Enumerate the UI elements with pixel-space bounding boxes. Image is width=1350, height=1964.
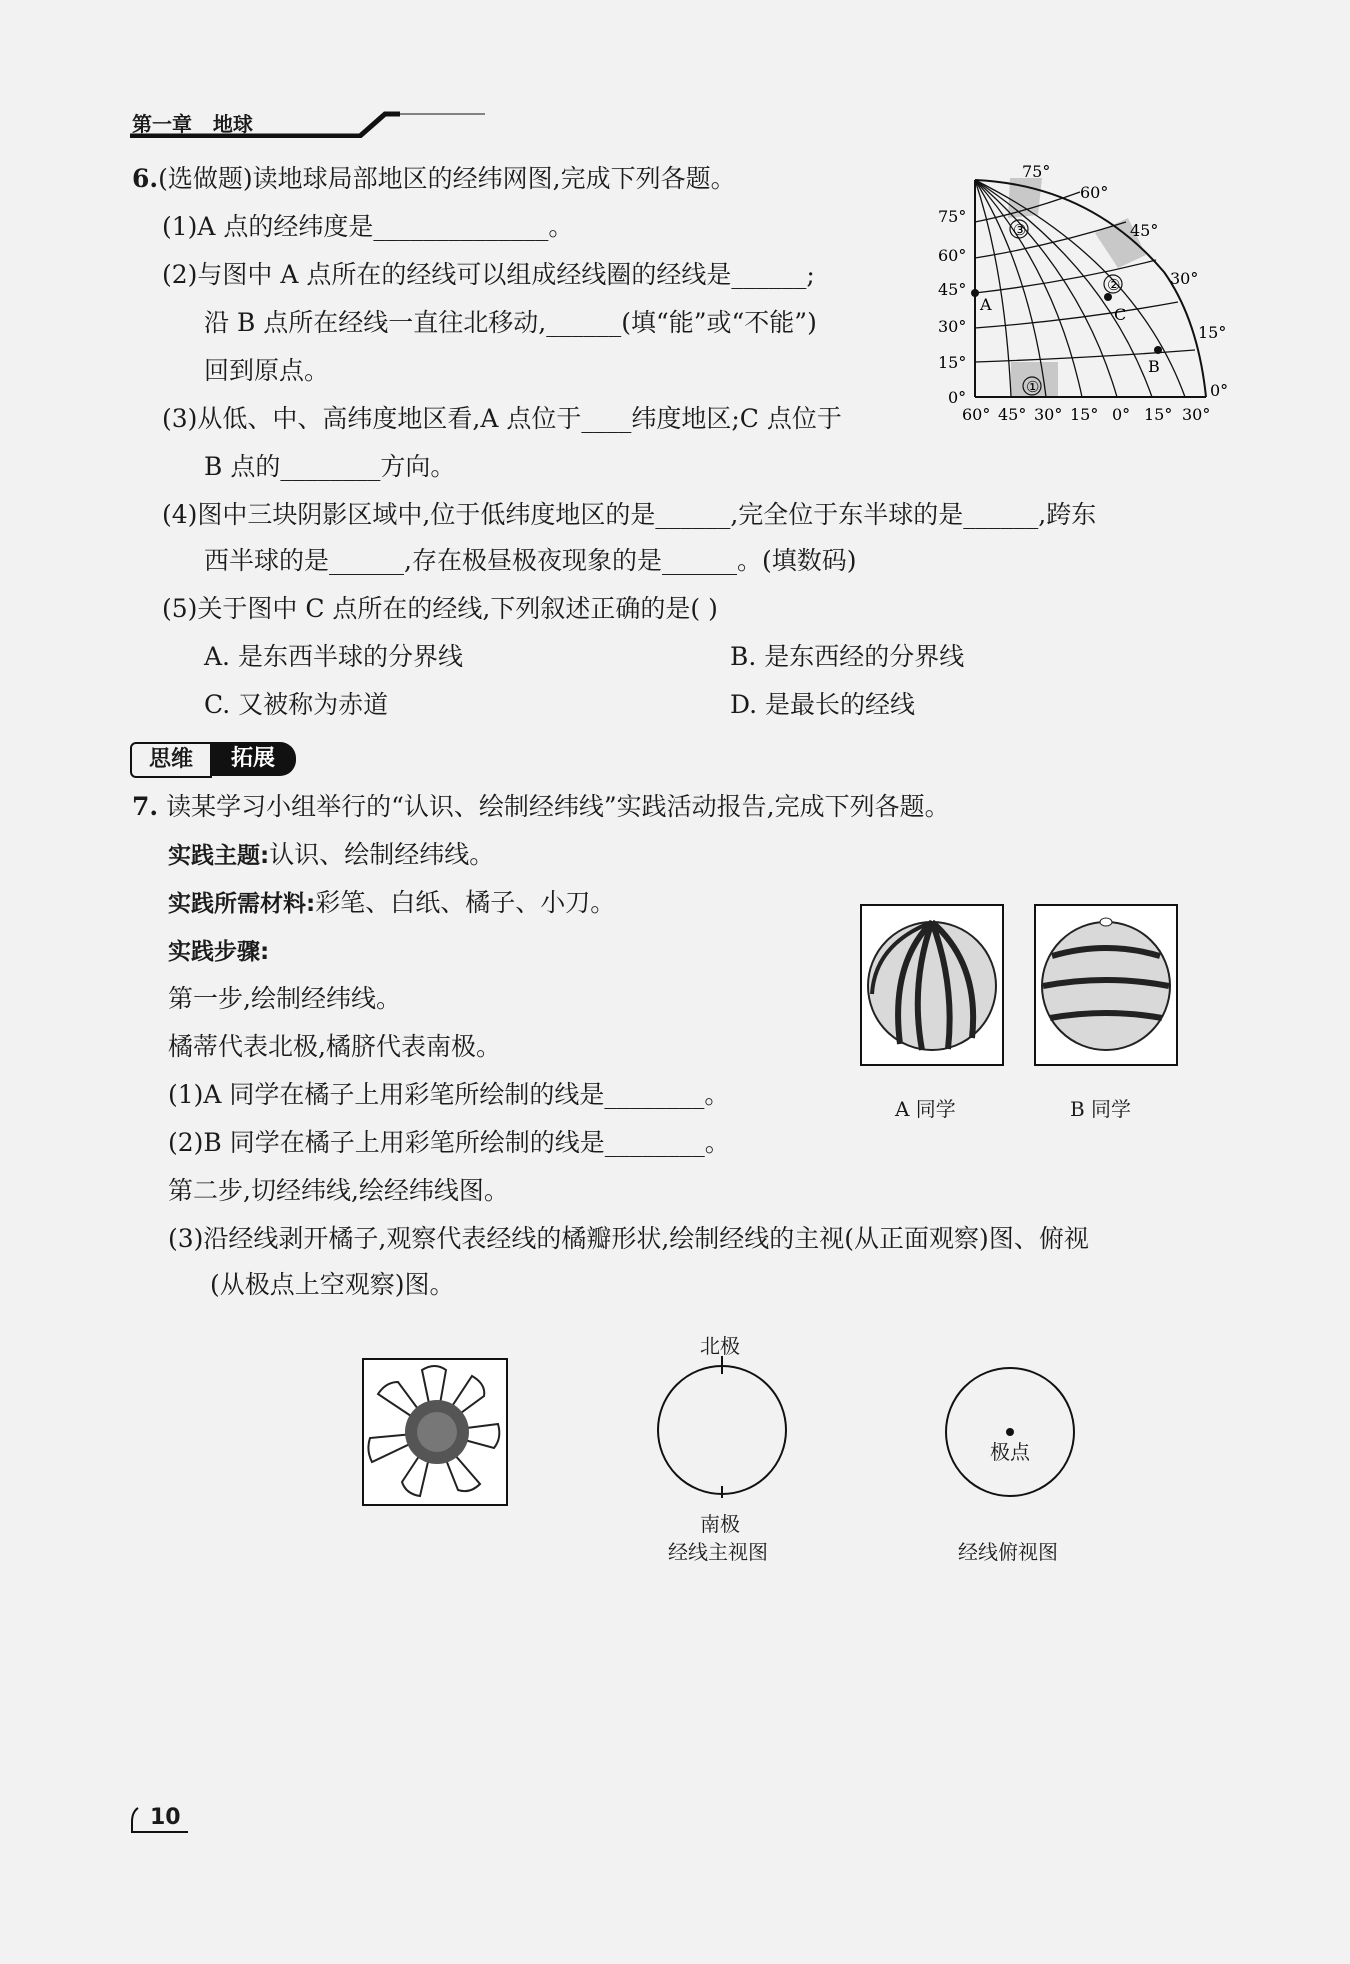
q6-stem: [132, 164, 736, 194]
option-c: C. 又被称为赤道: [204, 690, 389, 719]
lon-label-30e: 30°: [1182, 405, 1211, 424]
pole-point-label: 极点: [990, 1440, 1030, 1464]
top-view-caption: 经线俯视图: [958, 1540, 1058, 1564]
option-b: B. 是东西经的分界线: [730, 642, 965, 671]
arc-label-45: 45°: [1130, 221, 1159, 240]
arc-label-75: 75°: [1022, 162, 1051, 181]
option-d: D. 是最长的经线: [730, 690, 916, 719]
region-2-label: ②: [1107, 276, 1121, 294]
q6-part3-cont: B 点的________方向。: [204, 452, 456, 481]
caption-student-a: A 同学: [895, 1097, 956, 1121]
q6-number: 6.: [132, 164, 159, 193]
pole-dot: [1006, 1428, 1014, 1436]
steps-label: 实践步骤:: [168, 939, 270, 965]
q7-part1: (1)A 同学在橘子上用彩笔所绘制的线是________。: [168, 1080, 730, 1109]
south-pole-label: 南极: [700, 1512, 740, 1536]
q7-theme: [168, 840, 494, 871]
point-b-label: B: [1148, 357, 1160, 376]
lat-label-75: 75°: [938, 207, 967, 226]
orange-a-image: [860, 904, 1004, 1066]
point-a-marker: [971, 289, 979, 297]
q7-step1: 第一步,绘制经纬线。: [168, 984, 401, 1013]
q7-steps-label: [168, 936, 269, 967]
q6-stem-text: (选做题)读地球局部地区的经纬网图,完成下列各题。: [158, 164, 736, 193]
q7-stem-text: 读某学习小组举行的“认识、绘制经纬线”实践活动报告,完成下列各题。: [166, 792, 950, 821]
arc-label-0: 0°: [1210, 381, 1229, 400]
front-view-diagram: [652, 1352, 792, 1500]
q6-part3: (3)从低、中、高纬度地区看,A 点位于____纬度地区;C 点位于: [162, 404, 842, 433]
region-1-label: ①: [1026, 378, 1040, 396]
lat-label-30: 30°: [938, 317, 967, 336]
materials-label: 实践所需材料:: [168, 891, 316, 917]
lon-label-30: 30°: [1034, 405, 1063, 424]
arc-label-60: 60°: [1080, 183, 1109, 202]
lat-label-60: 60°: [938, 246, 967, 265]
lon-label-60: 60°: [962, 405, 991, 424]
point-c-marker: [1104, 293, 1112, 301]
lon-label-45: 45°: [998, 405, 1027, 424]
lon-label-15e: 15°: [1144, 405, 1173, 424]
chapter-number: 第一章: [132, 112, 192, 136]
materials-text: 彩笔、白纸、橘子、小刀。: [315, 888, 616, 917]
arc-label-15: 15°: [1198, 323, 1227, 342]
point-a-label: A: [980, 295, 992, 314]
q7-stem: [132, 792, 950, 822]
arc-label-30: 30°: [1170, 269, 1199, 288]
badge-part2: 拓展: [210, 742, 296, 776]
q6-part5: (5)关于图中 C 点所在的经线,下列叙述正确的是( ): [162, 594, 718, 623]
north-pole-label: 北极: [700, 1334, 740, 1358]
q6-part4: (4)图中三块阴影区域中,位于低纬度地区的是______,完全位于东半球的是______,跨东: [162, 500, 1097, 529]
badge-part1: 思维: [130, 742, 212, 778]
q6-part1: (1)A 点的经纬度是______________。: [162, 212, 574, 241]
page-number: 10: [150, 1805, 181, 1830]
q6-part4-cont: 西半球的是______,存在极昼极夜现象的是______。(填数码): [204, 546, 857, 575]
lat-label-0: 0°: [948, 388, 967, 407]
option-a: A. 是东西半球的分界线: [204, 642, 463, 671]
q7-number: 7.: [132, 792, 159, 821]
top-view-diagram: [940, 1364, 1080, 1500]
q6-part2-cont: 沿 B 点所在经线一直往北移动,______(填“能”或“不能”): [204, 308, 817, 337]
section-badge: [130, 742, 298, 776]
chapter-title: 地球: [212, 112, 253, 136]
orange-b-image: [1034, 904, 1178, 1066]
region-3-label: ③: [1013, 221, 1027, 239]
q7-materials: [168, 888, 615, 919]
lat-label-45: 45°: [938, 280, 967, 299]
point-b-marker: [1154, 346, 1162, 354]
q7-part3: (3)沿经线剥开橘子,观察代表经线的橘瓣形状,绘制经线的主视(从正面观察)图、俯视: [168, 1224, 1089, 1253]
q7-part2: (2)B 同学在橘子上用彩笔所绘制的线是________。: [168, 1128, 730, 1157]
q6-part2-end: 回到原点。: [204, 356, 330, 385]
q7-step2: 第二步,切经纬线,绘经纬线图。: [168, 1176, 509, 1205]
peeled-orange-image: [362, 1358, 508, 1506]
q7-note: 橘蒂代表北极,橘脐代表南极。: [168, 1032, 501, 1061]
graticule-map: [930, 160, 1260, 430]
header-rule: [130, 108, 490, 138]
theme-text: 认识、绘制经纬线。: [269, 840, 495, 869]
caption-student-b: B 同学: [1070, 1097, 1132, 1121]
lat-label-15: 15°: [938, 353, 967, 372]
q6-part2: (2)与图中 A 点所在的经线可以组成经线圈的经线是______;: [162, 260, 815, 289]
q7-part3-cont: (从极点上空观察)图。: [210, 1270, 455, 1299]
point-c-label: C: [1114, 305, 1127, 324]
theme-label: 实践主题:: [168, 843, 270, 869]
lon-label-0: 0°: [1112, 405, 1131, 424]
lon-label-15w: 15°: [1070, 405, 1099, 424]
front-view-caption: 经线主视图: [668, 1540, 768, 1564]
